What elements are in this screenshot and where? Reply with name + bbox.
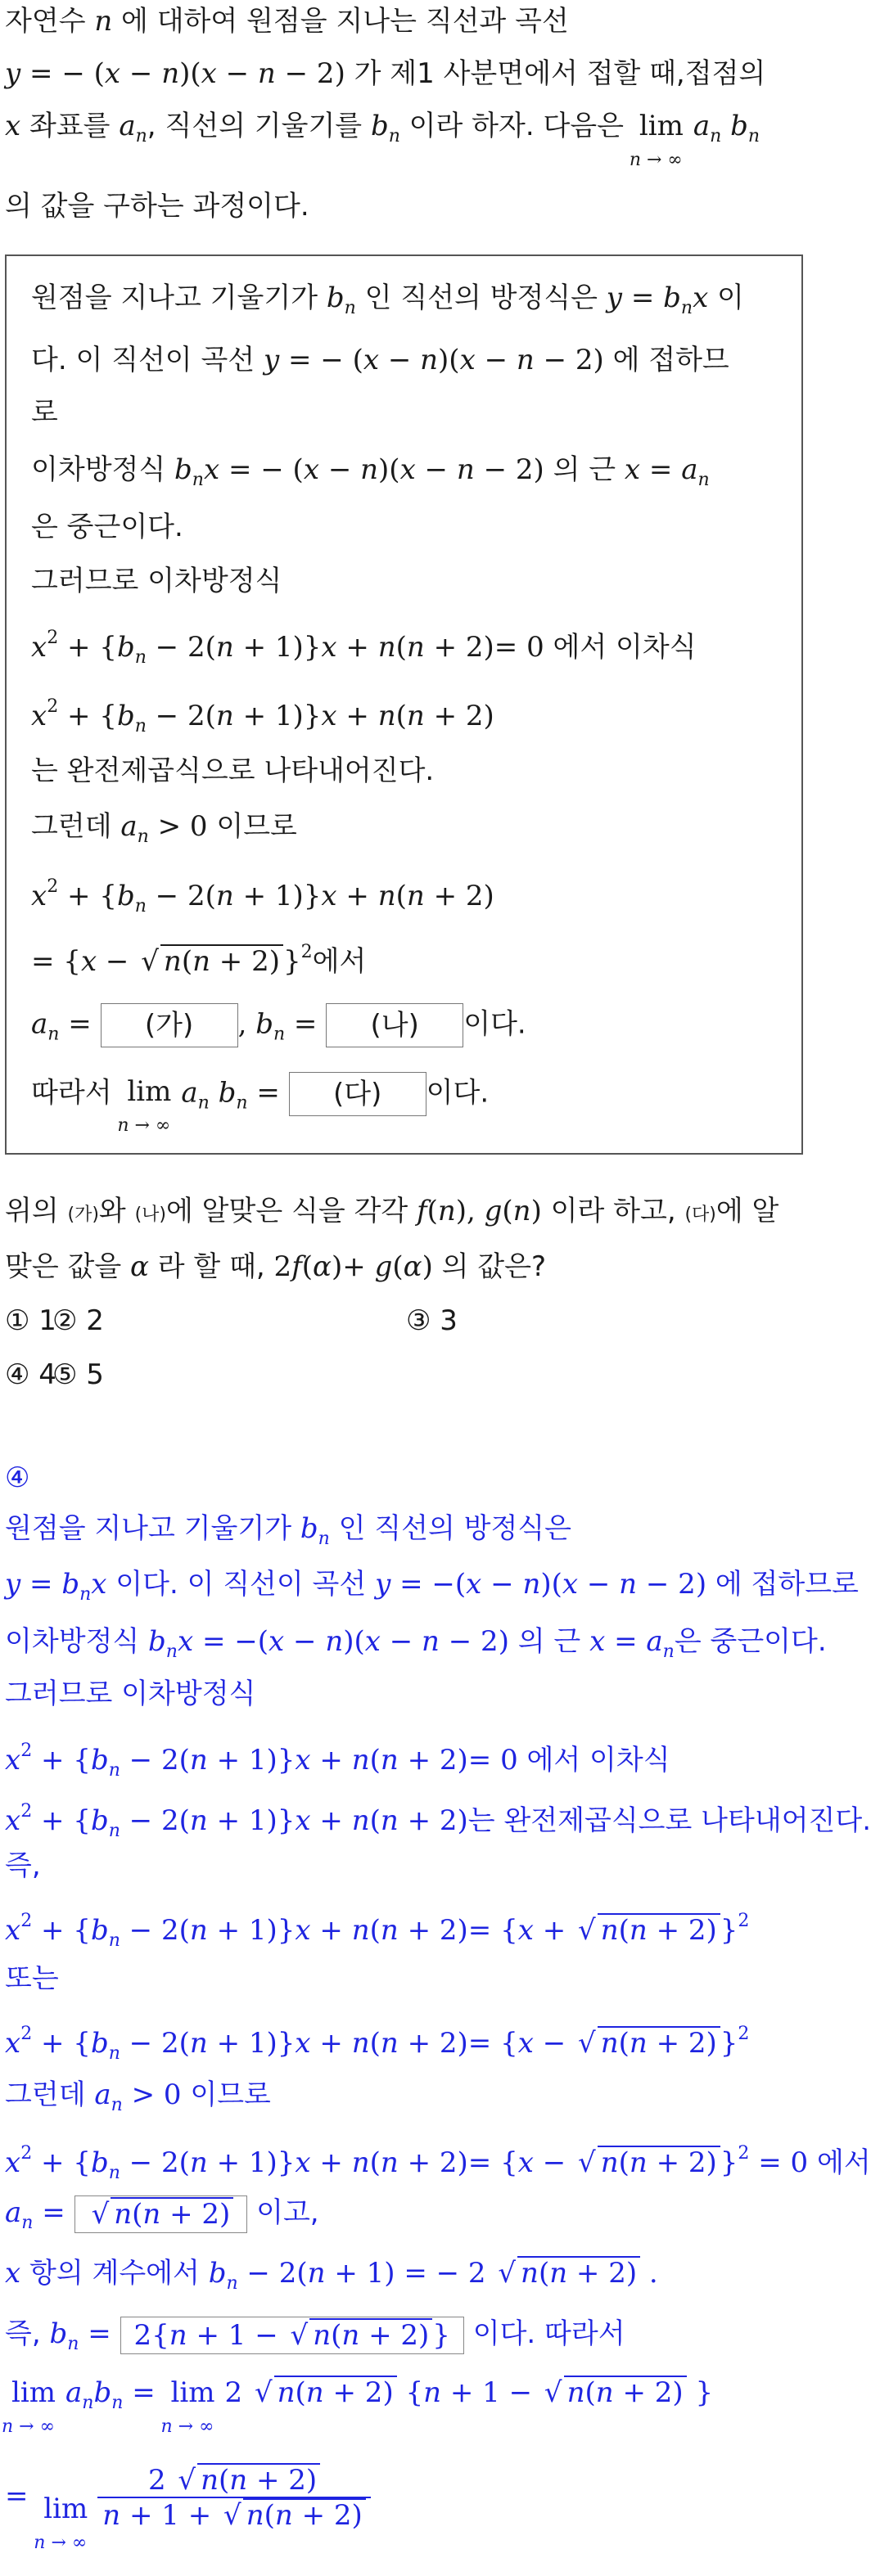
box-line-9: 는 완전제곱식으로 나타내어진다. <box>31 754 435 787</box>
blank-da: (다) <box>289 1072 426 1116</box>
box-line-6: 그러므로 이차방정식 <box>31 565 282 597</box>
box-line-14: 따라서 lim n → ∞ $a_n$ $b_n$ = (다) 이다. <box>31 1072 489 1124</box>
box-line-2: 다. 이 직선이 곡선 y = − (x − n)(x − n − 2) 에 접하므 <box>31 344 729 376</box>
question-line-2: 맞은 값을 α 라 할 때, 2f(α)+ g(α) 의 값은? <box>5 1250 547 1283</box>
boxed-bn: 2{n + 1 − √ n(n + 2) } <box>120 2317 464 2354</box>
fraction: $\frac{2 √ n(n + 2)}{n + 1 + √ n(n + 2)}$ <box>97 2463 371 2532</box>
solution-line-10: $x^2 + \{b_n - 2(n + 1)\}x + n(n + 2)= \{x$ − √ n(n + 2) }$^2$ <box>5 2024 750 2064</box>
box-line-3: 로 <box>31 396 58 429</box>
box-line-5: 은 중근이다. <box>31 511 183 543</box>
solution-line-13: $a_n$ = √ n(n + 2) 이고, <box>5 2196 319 2233</box>
box-line-7: $x^2 + \{b_n - 2(n + 1)\}x + n(n + 2)= 0$ 에서 이차식 <box>31 628 697 668</box>
solution-line-5: $x^2 + \{b_n - 2(n + 1)\}x + n(n + 2)= 0$ 에서 이차식 <box>5 1741 670 1781</box>
solution-line-14: x 항의 계수에서 $b_n - 2(n + 1)$ = − 2 √ n(n + 2) . <box>5 2257 658 2294</box>
solution-line-1: 원점을 지나고 기울기가 $b_n$ 인 직선의 방정식은 <box>5 1512 571 1549</box>
box-line-1: 원점을 지나고 기울기가 $b_n$ 인 직선의 방정식은 $y = b_nx$ 이 <box>31 281 744 318</box>
solution-line-9: 또는 <box>5 1962 59 1995</box>
solution-line-4: 그러므로 이차방정식 <box>5 1678 256 1710</box>
box-line-4: 이차방정식 $b_nx$ = − (x − n)(x − n − 2) 의 근 $x = a_n$ <box>31 453 710 490</box>
choice-2[interactable]: ② 2 <box>52 1304 104 1337</box>
blank-na: (나) <box>326 1003 463 1047</box>
problem-line-3: x 좌표를 $a_n$, 직선의 기울기를 $b_n$ 이라 하자. 다음은 lim n → ∞ $a_n$ $b_n$ <box>5 110 760 170</box>
solution-line-16: lim n → ∞ $a_nb_n$ = lim n → ∞ 2 √ n(n + 2) {n + 1 − √ n(n + 2) } <box>2 2376 714 2437</box>
choice-1[interactable]: ① 1 <box>5 1304 56 1337</box>
solution-line-2: $y = b_nx$ 이다. 이 직선이 곡선 y = −(x − n)(x − n − 2) 에 접하므로 <box>5 1568 859 1605</box>
problem-line-2: y = − (x − n)(x − n − 2) 가 제1 사분면에서 접할 때,접점의 <box>5 57 766 90</box>
solution-line-11: 그런데 $a_n > 0$ 이므로 <box>5 2078 271 2115</box>
box-line-11: $x^2 + \{b_n - 2(n + 1)\}x + n(n + 2)$ <box>31 876 494 916</box>
problem-line-1: 자연수 n 에 대하여 원점을 지나는 직선과 곡선 <box>5 5 569 38</box>
solution-line-7: 즉, <box>5 1849 41 1882</box>
choice-4[interactable]: ④ 4 <box>5 1358 56 1391</box>
problem-line-4: 의 값을 구하는 과정이다. <box>5 190 309 223</box>
solution-line-12: $x^2 + \{b_n - 2(n + 1)\}x + n(n + 2)= \{x$ − √ n(n + 2) }$^2$ = 0 에서 <box>5 2143 871 2183</box>
blank-ga: (가) <box>101 1003 238 1047</box>
boxed-an: √ n(n + 2) <box>74 2195 248 2233</box>
solution-answer: ④ <box>5 1461 30 1494</box>
box-line-10: 그런데 $a_n > 0$ 이므로 <box>31 810 297 847</box>
box-line-8: $x^2 + \{b_n - 2(n + 1)\}x + n(n + 2)$ <box>31 696 494 736</box>
choice-3[interactable]: ③ 3 <box>406 1304 458 1337</box>
box-line-12: = {x − √ n(n + 2) }$^2$에서 <box>31 942 367 978</box>
choice-5[interactable]: ⑤ 5 <box>52 1358 104 1391</box>
solution-line-6: $x^2 + \{b_n - 2(n + 1)\}x + n(n + 2)$는 완전제곱식으로 나타내어진다. <box>5 1801 871 1841</box>
solution-line-3: 이차방정식 $b_nx = -(x - n)(x - n - 2)$ 의 근 $x = a_n$은 중근이다. <box>5 1625 827 1662</box>
question-line-1: 위의 (가)와 (나)에 알맞은 식을 각각 f(n), g(n) 이라 하고, (다)에 알 <box>5 1195 779 1227</box>
solution-line-17: = lim n → ∞ $\frac{2 √ n(n + 2)}{n + 1 + √ n(n + 2)}$ <box>5 2463 371 2532</box>
solution-line-8: $x^2 + \{b_n - 2(n + 1)\}x + n(n + 2)= \{x$ + √ n(n + 2) }$^2$ <box>5 1911 750 1951</box>
solution-line-15: 즉, $b_n = 2\{n + 1$ − √ n(n + 2) } 이다. 따라서 <box>5 2317 625 2354</box>
box-line-13: $a_n$ = (가) , $b_n$ = (나) 이다. <box>31 1003 526 1055</box>
